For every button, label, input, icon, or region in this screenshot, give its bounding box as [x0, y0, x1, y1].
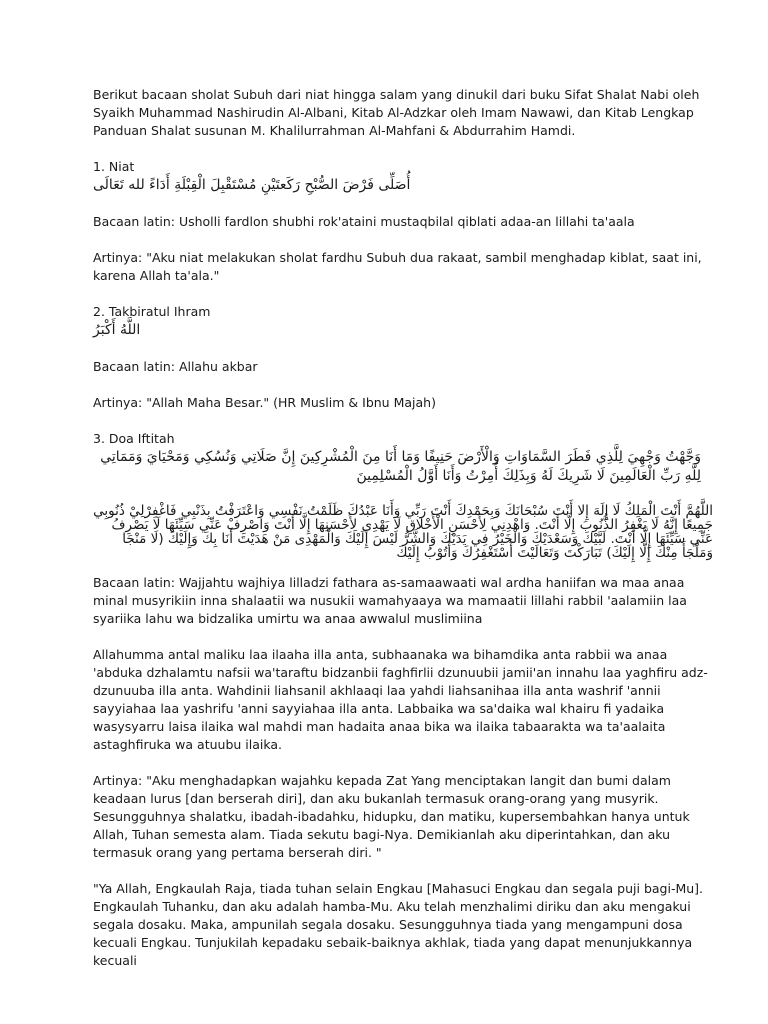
takbir-heading: 2. Takbiratul Ihram [93, 304, 211, 319]
takbir-arabic: اللَّهُ أَكْبَرُ [93, 322, 141, 338]
iftitah-arabic-2: اللَّهُمَّ أَنْتَ الْمَلِكُ لَا إِلَهَ إِلا أَنْتَ سُبْحَانَكَ وَبِحَمْدِكَ أَنْتَ رَبِّي وَأَنَا عَبْدُكَ ظَلَمْتُ نَفْسِي وَاعْتَرَفْتُ بِذَنْبِي فَاغْفِرْلِيْ ذُنُوبِي جَمِيعًا إِنَّهُ لَا يَغْفِرُ الذُّنُوبَ إِلَّا أَنْتَ. وَاهْدِنِي لِأَحْسَنِ الْأَخْلَاقِ لَا يَهْدِي لِأَحْسَنِهَا إِلَّا أَنْتَ وَاصْرِفْ عَنِّي سَيِّئَهَا لَا يَصْرِفُ عَنِّي سَيِّئَهَا إِلَّا أَنْتَ. لَبَّيْكَ وَسَعْدَيْكَ وَالْخَيْرُ فِي يَدَيْكَ وَالشَّرُّ لَيْسَ إِلَيْكَ وَالْمَهْدِى مَنْ هَدَيْتَ أَنَا بِكَ وَإِلَيْكَ (لَا مَنْجَا وَمَلْجَأَ مِنْكَ إِلَّا إِلَيْكَ) تَبَارَكْتَ وَتَعَالَيْتَ أَسْتَغْفِرُكَ وَأَتُوْبُ إِلَيْكَ [93, 503, 713, 561]
iftitah-latin-1: Bacaan latin: Wajjahtu wajhiya lilladzi fathara as-samaawaati wal ardha haniifan wa maa anaa minal musyrikiin inna shalaatii wa nusukii wamahyaaya wa mamaatii lillahi rabbil 'aalamiin laa syariika lahu wa bidzalika umirtu wa anaa awwalul muslimiina [93, 575, 687, 626]
intro-paragraph: Berikut bacaan sholat Subuh dari niat hingga salam yang dinukil dari buku Sifat Shalat Nabi oleh Syaikh Muhammad Nashirudin Al-Albani, Kitab Al-Adzkar oleh Imam Nawawi, dan Kitab Lengkap Panduan Shalat susunan M. Khalilurrahman Al-Mahfani & Abdurrahim Hamdi. [93, 87, 700, 138]
iftitah-arti-1: Artinya: "Aku menghadapkan wajahku kepada Zat Yang menciptakan langit dan bumi dalam keadaan lurus [dan berserah diri], dan aku bukanlah termasuk orang-orang yang musyrik. Sesungguhnya shalatku, ibadah-ibadahku, hidupku, dan matiku, kupersembahkan hanya untuk Allah, Tuhan semesta alam. Tiada sekutu bagi-Nya. Demikianlah aku diperintahkan, dan aku termasuk orang yang pertama berserah diri. " [93, 773, 690, 860]
iftitah-latin-2: Allahumma antal maliku laa ilaaha illa anta, subhaanaka wa bihamdika anta rabbii wa anaa 'abduka dzhalamtu nafsii wa'taraftu bidzanbii faghfirlii dzunuubii jamii'an innahu laa yaghfiru adz-dzunuuba illa anta. Wahdinii liahsanil akhlaaqi laa yahdi liahsanihaa illa anta washrif 'annii sayyiahaa laa yashrifu 'anni sayyiahaa illa anta. Labbaika wa sa'daika wal khairu fi yadaika wasysyarru laisa ilaika wal mahdi man hadaita anaa bika wa ilaika tabaarakta wa ta'aalaita astaghfiruka wa atuubu ilaika. [93, 647, 708, 752]
iftitah-arti-2: "Ya Allah, Engkaulah Raja, tiada tuhan selain Engkau [Mahasuci Engkau dan segala puji bagi-Mu]. Engkaulah Tuhanku, dan aku adalah hamba-Mu. Aku telah menzhalimi diriku dan aku mengakui segala dosaku. Maka, ampunilah segala dosaku. Sesungguhnya tiada yang mengampuni dosa kecuali Engkau. Tunjukilah kepadaku sebaik-baiknya akhlak, tiada yang dapat menunjukkannya kecuali [93, 881, 704, 968]
iftitah-arabic-1: وَجَّهْتُ وَجْهِيَ لِلَّذِي فَطَرَ السَّمَاوَاتِ وَالْأَرْضَ حَنِيفًا وَمَا أَنَا مِنَ الْمُشْرِكِينَ إِنَّ صَلَاتِي وَنُسُكِي وَمَحْيَايَ وَمَمَاتِي لِلَّهِ رَبِّ الْعَالَمِينَ لَا شَرِيكَ لَهُ وَبِذَلِكَ أُمِرْتُ وَأَنَا أَوَّلُ الْمُسْلِمِينَ [100, 449, 701, 484]
niat-arti: Artinya: "Aku niat melakukan sholat fardhu Subuh dua rakaat, sambil menghadap kiblat, saat ini, karena Allah ta'ala." [93, 250, 702, 283]
document-body [93, 86, 713, 988]
iftitah-heading: 3. Doa Iftitah [93, 431, 175, 446]
niat-latin: Bacaan latin: Usholli fardlon shubhi rok'ataini mustaqbilal qiblati adaa-an lillahi ta'aala [93, 214, 635, 229]
takbir-latin: Bacaan latin: Allahu akbar [93, 359, 258, 374]
takbir-arti: Artinya: "Allah Maha Besar." (HR Muslim & Ibnu Majah) [93, 395, 436, 410]
niat-arabic: أُصَلِّى فَرْضَ الصُّبْحِ رَكَعتَيْنِ مُسْتَقْبِلَ الْقِبْلَةِ أَدَاءً لله تَعَالَى [93, 177, 411, 193]
niat-heading: 1. Niat [93, 159, 135, 174]
